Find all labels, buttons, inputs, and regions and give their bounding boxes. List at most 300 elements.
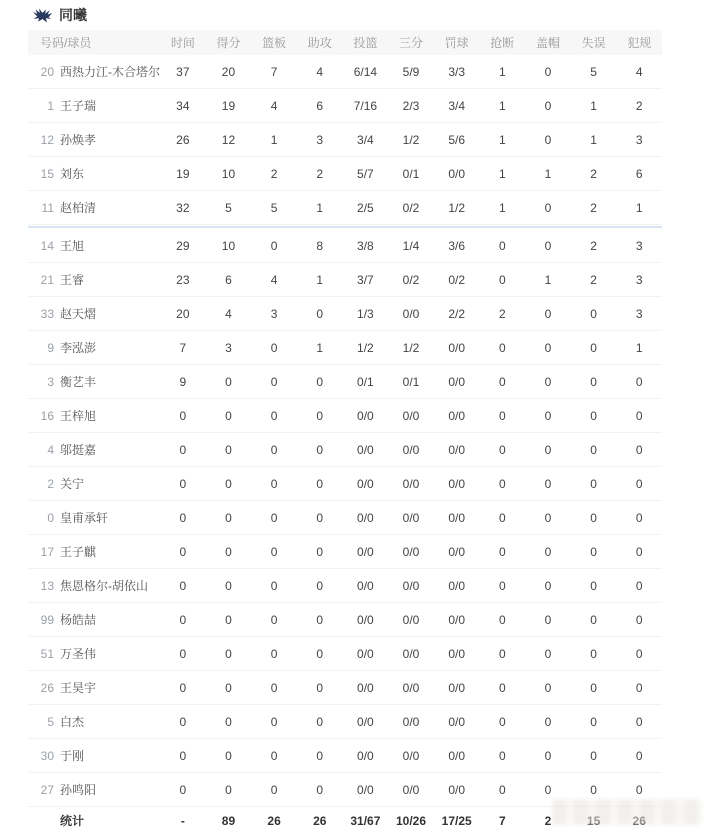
stat-cell: 0 — [544, 782, 552, 797]
starters-bench-divider — [28, 226, 662, 228]
totals-stat-cell: 17/25 — [441, 813, 472, 828]
jersey-number: 4 — [47, 442, 54, 457]
stat-cell: 0 — [498, 408, 506, 423]
stat-cell: 3 — [270, 306, 278, 321]
stat-cell: 0 — [225, 612, 232, 627]
stat-cell: 6 — [316, 98, 324, 113]
stat-cell: 34 — [176, 98, 190, 113]
stat-cell: 1 — [316, 340, 324, 355]
table-row — [28, 157, 662, 191]
jersey-number: 15 — [40, 166, 54, 181]
totals-stat-cell: 31/67 — [350, 813, 381, 828]
stat-cell: 0 — [316, 714, 324, 729]
stat-cell: 0/0 — [402, 544, 420, 559]
player-name: 万圣伟 — [60, 647, 97, 661]
table-body — [28, 55, 662, 807]
stat-cell: 0/0 — [357, 476, 374, 491]
stat-cell: 26 — [176, 132, 190, 147]
stat-cell: 20 — [221, 64, 236, 79]
stat-cell: 0/0 — [357, 578, 374, 593]
stat-cell: 0/0 — [402, 748, 420, 763]
table-row — [28, 501, 662, 535]
totals-stat-cell: 2 — [544, 813, 552, 828]
stat-cell: 0 — [544, 578, 552, 593]
stat-cell: 5 — [590, 64, 597, 79]
player-name: 李泓澎 — [60, 341, 97, 355]
totals-label-cell — [28, 812, 160, 829]
totals-stat-cell: 89 — [221, 813, 236, 828]
player-name: 王睿 — [60, 273, 85, 287]
stat-cell: 1 — [270, 132, 278, 147]
stat-cell: 2 — [590, 238, 597, 253]
stat-cell: 0 — [635, 374, 643, 389]
stat-cell: 0 — [225, 442, 232, 457]
stat-cell: 0 — [544, 238, 552, 253]
stat-cell: 0 — [544, 98, 552, 113]
player-cell — [28, 305, 160, 322]
column-header: 得分 — [216, 36, 241, 50]
stat-cell: 0/0 — [448, 340, 465, 355]
totals-stat-cell: 7 — [498, 813, 506, 828]
jersey-number: 0 — [47, 510, 54, 525]
stat-cell: 0 — [270, 714, 278, 729]
stat-cell: 4 — [270, 272, 278, 287]
table-row — [28, 263, 662, 297]
jersey-number: 27 — [40, 782, 54, 797]
player-cell — [28, 63, 160, 80]
stat-cell: 0 — [316, 476, 324, 491]
stat-cell: 0 — [590, 510, 597, 525]
stat-cell: 1 — [316, 272, 324, 287]
stat-cell: 3 — [225, 340, 232, 355]
stat-cell: 0 — [498, 714, 506, 729]
stat-cell: 1/2 — [402, 340, 420, 355]
column-header: 犯规 — [627, 36, 652, 50]
stat-cell: 0 — [498, 340, 506, 355]
stat-cell: 0 — [590, 340, 597, 355]
jersey-number: 26 — [40, 680, 54, 695]
stat-cell: 4 — [635, 64, 643, 79]
stat-cell: 0/0 — [357, 782, 374, 797]
stat-cell: 3/4 — [448, 98, 465, 113]
player-name: 邬挺嘉 — [60, 443, 97, 457]
player-cell — [28, 611, 160, 628]
stat-cell: 0 — [544, 476, 552, 491]
stat-cell: 0 — [270, 578, 278, 593]
stat-cell: 0/1 — [357, 374, 374, 389]
stat-cell: 3 — [635, 306, 643, 321]
player-cell — [28, 645, 160, 662]
stat-cell: 10 — [221, 166, 236, 181]
stat-cell: 1 — [544, 166, 552, 181]
column-header: 罚球 — [444, 36, 469, 50]
stat-cell: 0/0 — [448, 680, 465, 695]
stat-cell: 0 — [498, 272, 506, 287]
stat-cell: 0 — [544, 200, 552, 215]
column-header: 篮板 — [262, 36, 287, 50]
stat-cell: 0 — [544, 374, 552, 389]
player-cell — [28, 475, 160, 492]
player-cell — [28, 713, 160, 730]
stat-cell: 0 — [225, 578, 232, 593]
stat-cell: 23 — [176, 272, 190, 287]
player-cell — [28, 199, 160, 216]
stat-cell: 0/0 — [448, 374, 465, 389]
player-name: 关宁 — [60, 477, 85, 491]
stat-cell: 0 — [270, 646, 278, 661]
player-name: 赵天熠 — [60, 307, 97, 321]
stat-cell: 0 — [498, 578, 506, 593]
stat-cell: 0 — [590, 442, 597, 457]
stat-cell: 0 — [270, 374, 278, 389]
player-name: 孙鸣阳 — [60, 783, 97, 797]
stat-cell: 1 — [498, 166, 506, 181]
stat-cell: 0 — [270, 782, 278, 797]
stat-cell: 0 — [544, 340, 552, 355]
stat-cell: 0 — [635, 442, 643, 457]
stat-cell: 1 — [590, 132, 597, 147]
stat-cell: 0/1 — [402, 166, 420, 181]
stat-cell: 0/0 — [402, 306, 420, 321]
stat-cell: 0 — [316, 680, 324, 695]
stat-cell: 0 — [544, 646, 552, 661]
stat-cell: 0 — [544, 442, 552, 457]
stat-cell: 0 — [498, 374, 506, 389]
stat-cell: 0/0 — [448, 612, 465, 627]
player-name: 焦恩格尔-胡依山 — [60, 579, 148, 593]
stat-cell: 3/3 — [448, 64, 465, 79]
stat-cell: 0 — [270, 408, 278, 423]
stat-cell: 0/2 — [402, 200, 420, 215]
player-cell — [28, 97, 160, 114]
totals-stat-cell: 26 — [267, 813, 281, 828]
jersey-number: 30 — [40, 748, 54, 763]
column-header: 投篮 — [353, 36, 378, 50]
stat-cell: 1 — [498, 132, 506, 147]
stat-cell: 0/0 — [402, 782, 420, 797]
jersey-number: 21 — [40, 272, 54, 287]
stat-cell: 0/0 — [448, 442, 465, 457]
stat-cell: 1 — [316, 200, 324, 215]
player-cell — [28, 747, 160, 764]
stat-cell: 32 — [176, 200, 190, 215]
stat-cell: 0 — [225, 748, 232, 763]
table-row — [28, 331, 662, 365]
table-row — [28, 297, 662, 331]
stat-cell: 0/0 — [402, 714, 420, 729]
player-cell — [28, 543, 160, 560]
column-header: 抢断 — [490, 36, 515, 50]
stat-cell: 3 — [635, 272, 643, 287]
stat-cell: 0 — [225, 408, 232, 423]
totals-stat-cell: 10/26 — [396, 813, 427, 828]
player-name: 杨皓喆 — [60, 613, 97, 627]
stat-cell: 0/0 — [402, 578, 420, 593]
stat-cell: 0/0 — [402, 476, 420, 491]
player-cell — [28, 165, 160, 182]
stat-cell: 1 — [498, 98, 506, 113]
player-cell — [28, 781, 160, 798]
stat-cell: 1/3 — [357, 306, 374, 321]
stat-cell: 0/0 — [357, 442, 374, 457]
stat-cell: 0 — [498, 782, 506, 797]
player-name: 于刚 — [60, 749, 85, 763]
stat-cell: 1 — [544, 272, 552, 287]
player-name: 王旭 — [60, 239, 85, 253]
stat-cell: 19 — [176, 166, 190, 181]
stat-cell: 5/7 — [357, 166, 374, 181]
player-name: 赵柏清 — [60, 201, 97, 215]
stat-cell: 0 — [225, 476, 232, 491]
player-name: 西热力江-木合塔尔 — [60, 65, 160, 79]
stat-cell: 3 — [316, 132, 324, 147]
stat-cell: 3/4 — [357, 132, 374, 147]
stat-cell: 0 — [635, 578, 643, 593]
stat-cell: 0 — [270, 476, 278, 491]
stat-cell: 0/0 — [402, 408, 420, 423]
table-row — [28, 399, 662, 433]
stat-cell: 0 — [498, 476, 506, 491]
stat-cell: 0/0 — [448, 408, 465, 423]
table-row — [28, 89, 662, 123]
stat-cell: 0 — [590, 782, 597, 797]
stat-cell: 0/0 — [448, 476, 465, 491]
stat-cell: 29 — [176, 238, 190, 253]
stat-cell: 0 — [270, 510, 278, 525]
jersey-number: 11 — [41, 200, 54, 215]
stat-cell: 0 — [544, 306, 552, 321]
player-name: 刘东 — [60, 167, 85, 181]
player-name: 孙焕孝 — [60, 133, 97, 147]
totals-stat-cell: 26 — [313, 813, 327, 828]
totals-stat-cell: - — [180, 813, 185, 828]
stat-cell: 4 — [270, 98, 278, 113]
stat-cell: 0 — [316, 510, 324, 525]
stat-cell: 5/9 — [402, 64, 420, 79]
stat-cell: 0 — [544, 544, 552, 559]
stat-cell: 3 — [635, 132, 643, 147]
jersey-number: 33 — [40, 306, 54, 321]
stat-cell: 0 — [270, 680, 278, 695]
player-cell — [28, 131, 160, 148]
player-cell — [28, 509, 160, 526]
stat-cell: 0 — [635, 510, 643, 525]
stat-cell: 0/0 — [402, 612, 420, 627]
table-row — [28, 671, 662, 705]
stat-cell: 0/2 — [448, 272, 465, 287]
stat-cell: 0 — [544, 132, 552, 147]
stat-cell: 0/0 — [357, 680, 374, 695]
jersey-number: 2 — [47, 476, 54, 491]
team-logo-icon — [32, 7, 53, 24]
column-header: 三分 — [399, 36, 424, 50]
stat-cell: 0 — [635, 680, 643, 695]
stat-cell: 1/4 — [402, 238, 420, 253]
stat-cell: 7 — [270, 64, 278, 79]
stat-cell: 0/0 — [357, 544, 374, 559]
stat-cell: 0 — [316, 578, 324, 593]
stat-cell: 0 — [270, 442, 278, 457]
stat-cell: 0 — [270, 748, 278, 763]
stat-cell: 0 — [225, 680, 232, 695]
stat-cell: 0 — [590, 578, 597, 593]
player-cell — [28, 441, 160, 458]
column-header: 助攻 — [307, 36, 332, 50]
table-row — [28, 229, 662, 263]
player-cell — [28, 373, 160, 390]
stat-cell: 4 — [316, 64, 324, 79]
stat-cell: 0 — [316, 442, 324, 457]
stat-cell: 0 — [316, 748, 324, 763]
player-cell — [28, 237, 160, 254]
stat-cell: 1 — [590, 98, 597, 113]
stat-cell: 10 — [221, 238, 236, 253]
stat-cell: 0 — [635, 782, 643, 797]
stat-cell: 0 — [544, 748, 552, 763]
totals-label: 统计 — [60, 814, 85, 828]
stat-cell: 5/6 — [448, 132, 465, 147]
stat-cell: 0 — [590, 306, 597, 321]
table-row — [28, 55, 662, 89]
stat-cell: 0 — [590, 544, 597, 559]
stat-cell: 6 — [225, 272, 232, 287]
stat-cell: 0 — [179, 510, 187, 525]
stat-cell: 0 — [316, 782, 324, 797]
jersey-number: 20 — [40, 64, 54, 79]
jersey-number: 9 — [47, 340, 54, 355]
stat-cell: 0 — [498, 544, 506, 559]
stat-cell: 3/8 — [357, 238, 374, 253]
jersey-number: 16 — [40, 408, 54, 423]
stat-cell: 0 — [225, 510, 232, 525]
table-row — [28, 569, 662, 603]
table-row — [28, 637, 662, 671]
stat-cell: 1 — [498, 64, 506, 79]
stat-cell: 0 — [590, 374, 597, 389]
team-name: 同曦 — [59, 7, 87, 23]
stat-cell: 2/3 — [402, 98, 420, 113]
jersey-number: 51 — [40, 646, 54, 661]
stat-cell: 1/2 — [357, 340, 374, 355]
stat-cell: 0 — [544, 510, 552, 525]
table-row — [28, 433, 662, 467]
stat-cell: 1/2 — [448, 200, 465, 215]
stat-cell: 0 — [635, 612, 643, 627]
player-cell — [28, 679, 160, 696]
stat-cell: 0/0 — [402, 442, 420, 457]
stat-cell: 0/0 — [357, 714, 374, 729]
table-row — [28, 739, 662, 773]
stat-cell: 0/0 — [448, 714, 465, 729]
stat-cell: 0/0 — [357, 646, 374, 661]
stat-cell: 5 — [225, 200, 232, 215]
stat-cell: 1 — [498, 200, 506, 215]
stat-cell: 0 — [270, 340, 278, 355]
table-row — [28, 705, 662, 739]
stat-cell: 0 — [270, 544, 278, 559]
stat-cell: 0 — [225, 544, 232, 559]
stat-cell: 0 — [498, 646, 506, 661]
stat-cell: 0 — [544, 612, 552, 627]
stat-cell: 0 — [635, 408, 643, 423]
stat-cell: 0 — [179, 612, 187, 627]
stat-cell: 0 — [270, 612, 278, 627]
stat-cell: 0 — [316, 544, 324, 559]
stat-cell: 2 — [635, 98, 643, 113]
stat-cell: 6 — [635, 166, 643, 181]
table-row — [28, 191, 662, 225]
column-header: 号码/球员 — [40, 36, 92, 50]
stat-cell: 1 — [635, 200, 643, 215]
stat-cell: 20 — [176, 306, 190, 321]
stat-cell: 0 — [179, 578, 187, 593]
stat-cell: 0/0 — [448, 544, 465, 559]
jersey-number: 99 — [40, 612, 54, 627]
table-header-row — [28, 30, 662, 55]
stat-cell: 0/0 — [402, 646, 420, 661]
player-name: 王梓旭 — [60, 409, 97, 423]
jersey-number: 3 — [47, 374, 54, 389]
stat-cell: 0 — [270, 238, 278, 253]
stat-cell: 37 — [176, 64, 190, 79]
player-cell — [28, 339, 160, 356]
stat-cell: 7/16 — [353, 98, 378, 113]
team-header — [32, 4, 87, 26]
stat-cell: 0 — [498, 612, 506, 627]
stat-cell: 0 — [544, 64, 552, 79]
stat-cell: 6/14 — [353, 64, 378, 79]
stat-cell: 0 — [590, 714, 597, 729]
stat-cell: 2/5 — [357, 200, 374, 215]
stat-cell: 0 — [179, 680, 187, 695]
stat-cell: 0 — [179, 748, 187, 763]
stat-cell: 0 — [498, 748, 506, 763]
jersey-number: 1 — [47, 98, 54, 113]
stat-cell: 0 — [179, 544, 187, 559]
column-header: 失误 — [581, 36, 606, 50]
stat-cell: 0/0 — [448, 748, 465, 763]
table-row — [28, 535, 662, 569]
jersey-number: 12 — [40, 132, 54, 147]
player-name: 王昊宇 — [60, 681, 97, 695]
table-row — [28, 365, 662, 399]
stat-cell: 2/2 — [448, 306, 465, 321]
stat-cell: 0 — [590, 680, 597, 695]
stat-cell: 0 — [225, 646, 232, 661]
stat-cell: 0 — [316, 374, 324, 389]
stat-cell: 0 — [225, 782, 232, 797]
stat-cell: 0 — [225, 714, 232, 729]
stat-cell: 0 — [544, 680, 552, 695]
stat-cell: 0 — [316, 408, 324, 423]
stat-cell: 2 — [590, 272, 597, 287]
stat-cell: 0 — [590, 476, 597, 491]
player-name: 王子瑞 — [60, 99, 97, 113]
stat-cell: 0 — [498, 238, 506, 253]
table-row — [28, 603, 662, 637]
stat-cell: 0 — [635, 714, 643, 729]
column-header: 时间 — [170, 36, 195, 50]
player-cell — [28, 271, 160, 288]
stat-cell: 0 — [179, 442, 187, 457]
stat-cell: 3/6 — [448, 238, 465, 253]
column-header: 盖帽 — [535, 36, 560, 50]
stat-cell: 5 — [270, 200, 278, 215]
stat-cell: 0 — [590, 646, 597, 661]
stat-cell: 0 — [498, 442, 506, 457]
stat-cell: 2 — [590, 166, 597, 181]
stat-cell: 3/7 — [357, 272, 374, 287]
